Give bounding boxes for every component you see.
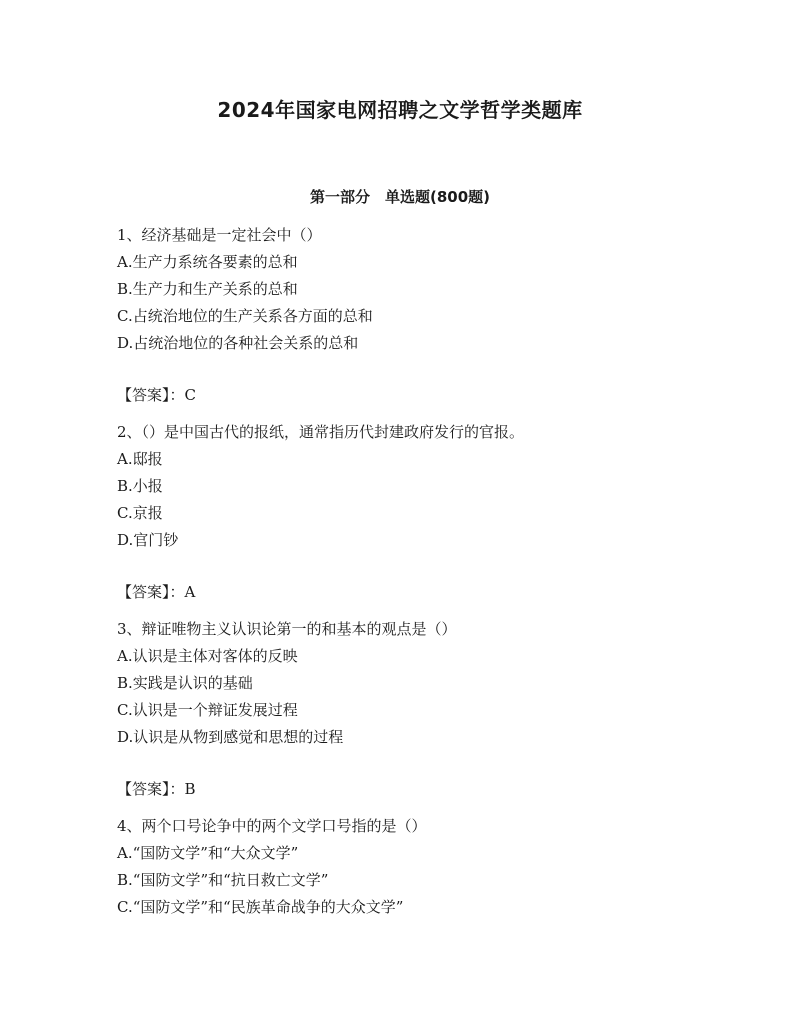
question-stem: 2、（）是中国古代的报纸，通常指历代封建政府发行的官报。	[117, 423, 525, 441]
option-c: C.“国防文学”和“民族革命战争的大众文学”	[117, 898, 404, 916]
answer-value: A	[184, 583, 196, 601]
option-c: C.占统治地位的生产关系各方面的总和	[117, 307, 373, 325]
answer-line	[117, 382, 737, 409]
answer-line	[117, 579, 737, 606]
question-2	[117, 419, 737, 606]
answer-value: C	[184, 386, 196, 404]
option-b: B.生产力和生产关系的总和	[117, 280, 298, 298]
document-title: 2024年国家电网招聘之文学哲学类题库	[217, 98, 583, 122]
section-title: 第一部分 单选题(800题)	[309, 188, 491, 206]
question-stem: 1、经济基础是一定社会中（）	[117, 226, 322, 244]
option-a: A.认识是主体对客体的反映	[117, 647, 298, 665]
question-4	[117, 813, 737, 921]
answer-label: 【答案】：	[117, 583, 185, 601]
answer-label: 【答案】：	[117, 780, 185, 798]
question-stem: 4、两个口号论争中的两个文学口号指的是（）	[117, 817, 427, 835]
question-list	[117, 222, 737, 921]
question-stem: 3、辩证唯物主义认识论第一的和基本的观点是（）	[117, 620, 457, 638]
option-b: B.小报	[117, 477, 163, 495]
option-d: D.官门钞	[117, 531, 179, 549]
option-a: A.邸报	[117, 450, 163, 468]
option-a: A.“国防文学”和“大众文学”	[117, 844, 299, 862]
answer-line	[117, 776, 737, 803]
option-d: D.认识是从物到感觉和思想的过程	[117, 728, 344, 746]
answer-label: 【答案】：	[117, 386, 185, 404]
question-1	[117, 222, 737, 409]
option-c: C.认识是一个辩证发展过程	[117, 701, 298, 719]
answer-value: B	[184, 780, 196, 798]
option-c: C.京报	[117, 504, 163, 522]
option-a: A.生产力系统各要素的总和	[117, 253, 298, 271]
option-b: B.实践是认识的基础	[117, 674, 253, 692]
question-3	[117, 616, 737, 803]
option-b: B.“国防文学”和“抗日救亡文学”	[117, 871, 329, 889]
option-d: D.占统治地位的各种社会关系的总和	[117, 334, 359, 352]
